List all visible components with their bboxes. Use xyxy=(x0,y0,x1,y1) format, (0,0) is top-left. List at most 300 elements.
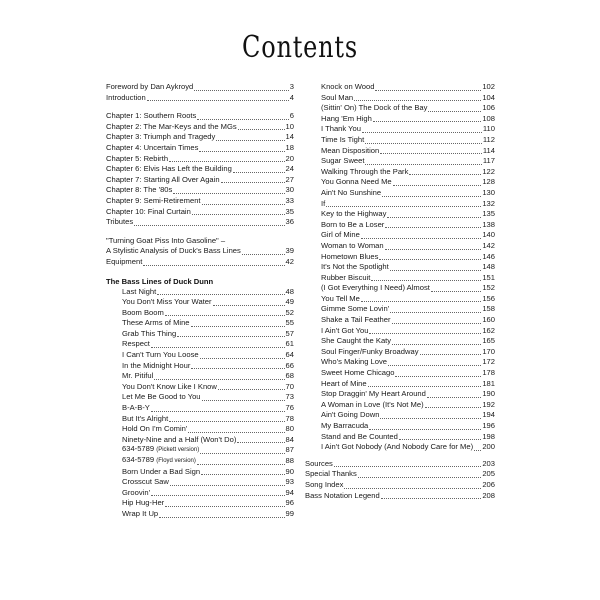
leader-dots xyxy=(431,290,481,292)
toc-entry-label: Special Thanks xyxy=(305,469,357,479)
toc-entry-title xyxy=(321,135,364,146)
leader-dots xyxy=(200,357,285,359)
toc-entry-page: 84 xyxy=(285,434,294,444)
leader-dots xyxy=(159,516,284,518)
analysis-title-line1: "Turning Goat Piss Into Gasoline" – xyxy=(106,235,226,245)
toc-entry-page: 57 xyxy=(285,328,294,338)
leader-dots xyxy=(392,322,482,324)
toc-entry-page: 142 xyxy=(482,240,495,250)
toc-entry-title xyxy=(106,82,193,93)
toc-entry-label: Chapter 5: Rebirth xyxy=(106,153,169,163)
toc-entry-song[interactable] xyxy=(305,347,495,358)
leader-dots xyxy=(393,184,482,186)
toc-entry-label: Song Index xyxy=(305,479,344,489)
leader-dots xyxy=(238,128,285,130)
toc-entry-chapter[interactable] xyxy=(106,196,294,207)
toc-entry-label: You Don't Miss Your Water xyxy=(122,297,212,307)
toc-entry-label: It's Not the Spotlight xyxy=(321,262,389,272)
toc-entry-page: 3 xyxy=(289,82,294,91)
leader-dots xyxy=(170,484,285,486)
toc-entry-song[interactable] xyxy=(305,432,495,443)
toc-entry-page: 104 xyxy=(482,92,495,102)
toc-entry[interactable] xyxy=(305,459,495,470)
toc-entry-song[interactable] xyxy=(305,188,495,199)
toc-entry[interactable] xyxy=(106,82,294,93)
toc-entry-song[interactable] xyxy=(305,241,495,252)
toc-entry-title xyxy=(122,382,217,393)
toc-entry-title xyxy=(122,477,169,488)
toc-entry-song[interactable] xyxy=(305,82,495,93)
toc-entry-song[interactable] xyxy=(305,357,495,368)
toc-entry-song[interactable] xyxy=(106,414,294,425)
analysis-entry[interactable] xyxy=(106,236,294,257)
toc-entry-page: 27 xyxy=(285,174,294,184)
toc-entry-song[interactable] xyxy=(106,424,294,435)
toc-entry-song[interactable] xyxy=(106,467,294,478)
chapter-list xyxy=(106,111,294,228)
toc-entry-title xyxy=(321,93,353,104)
toc-entry-song[interactable] xyxy=(305,156,495,167)
toc-entry-label: Soul Man xyxy=(321,92,354,102)
leader-dots xyxy=(197,463,285,465)
toc-entry-label: These Arms of Mine xyxy=(122,318,190,328)
toc-entry-song[interactable] xyxy=(305,262,495,273)
leader-dots xyxy=(216,139,284,141)
toc-entry-song[interactable] xyxy=(305,146,495,157)
leader-dots xyxy=(382,195,481,197)
leader-dots xyxy=(369,428,481,430)
toc-entry-song[interactable] xyxy=(305,442,495,453)
toc-entry-page: 39 xyxy=(285,246,294,256)
toc-entry-title xyxy=(106,217,133,228)
toc-entry-title xyxy=(321,103,427,114)
toc-entry-page: 42 xyxy=(285,256,294,266)
leader-dots xyxy=(177,335,284,337)
leader-dots xyxy=(369,332,481,334)
toc-entry-title xyxy=(122,414,168,425)
toc-entry-title xyxy=(122,361,190,372)
toc-entry-title xyxy=(106,132,215,143)
toc-entry-page: 78 xyxy=(285,413,294,423)
toc-entry-song[interactable] xyxy=(305,336,495,347)
toc-entry-song[interactable] xyxy=(305,103,495,114)
leader-dots xyxy=(380,152,482,154)
toc-entry-label: Groovin' xyxy=(122,487,151,497)
toc-entry-page: 36 xyxy=(285,217,294,227)
toc-entry-label: Born to Be a Loser xyxy=(321,219,385,229)
toc-entry-song[interactable] xyxy=(305,326,495,337)
toc-entry-title xyxy=(106,143,198,154)
toc-entry-title xyxy=(122,392,201,403)
toc-entry-label: Chapter 4: Uncertain Times xyxy=(106,142,199,152)
leader-dots xyxy=(420,353,482,355)
toc-entry-title xyxy=(321,167,408,178)
toc-entry-label: Ain't Going Down xyxy=(321,410,380,420)
toc-entry-song[interactable] xyxy=(106,318,294,329)
toc-entry-label: Mr. Pitiful xyxy=(122,371,154,381)
toc-entry[interactable] xyxy=(305,480,495,491)
toc-entry-page: 35 xyxy=(285,206,294,216)
toc-entry-page: 24 xyxy=(285,164,294,174)
toc-entry-label: My Barracuda xyxy=(321,421,369,430)
leader-dots xyxy=(409,173,481,175)
toc-entry-label: She Caught the Katy xyxy=(321,336,392,346)
toc-entry-song[interactable] xyxy=(305,220,495,231)
toc-entry-song[interactable] xyxy=(305,177,495,188)
toc-entry-page: 160 xyxy=(482,315,495,325)
toc-entry-song[interactable] xyxy=(106,382,294,393)
toc-entry-title xyxy=(321,326,368,337)
leader-dots xyxy=(165,314,285,316)
leader-dots xyxy=(399,438,481,440)
toc-entry-title xyxy=(321,220,384,231)
toc-entry-equipment[interactable] xyxy=(106,257,294,268)
toc-entry[interactable] xyxy=(106,93,294,104)
leader-dots xyxy=(395,375,481,377)
toc-entry-page: 48 xyxy=(285,286,294,296)
toc-entry-page: 158 xyxy=(482,304,495,314)
toc-entry-label: Let Me Be Good to You xyxy=(122,392,201,402)
toc-entry-title xyxy=(321,252,378,263)
leader-dots xyxy=(157,293,284,295)
toc-entry-chapter[interactable] xyxy=(106,175,294,186)
toc-entry-label: Born Under a Bad Sign xyxy=(122,466,201,476)
toc-entry-song[interactable] xyxy=(305,252,495,263)
toc-entry-title xyxy=(106,207,191,218)
toc-entry-page: 102 xyxy=(482,82,495,91)
toc-entry-title xyxy=(122,287,156,298)
toc-right-column xyxy=(305,82,495,501)
toc-entry-note: (Floyd version) xyxy=(156,458,196,464)
leader-dots xyxy=(213,304,285,306)
toc-entry-label: If xyxy=(321,198,326,208)
toc-entry-page: 80 xyxy=(285,424,294,434)
toc-entry-song[interactable] xyxy=(106,488,294,499)
toc-entry-song[interactable] xyxy=(305,167,495,178)
toc-entry-title xyxy=(321,336,391,347)
toc-entry-song[interactable] xyxy=(106,350,294,361)
leader-dots xyxy=(173,192,284,194)
toc-entry-title xyxy=(122,498,164,509)
leader-dots xyxy=(221,181,285,183)
leader-dots xyxy=(143,264,284,266)
toc-entry-title xyxy=(122,308,164,319)
toc-entry-song[interactable] xyxy=(305,389,495,400)
leader-dots xyxy=(191,367,284,369)
toc-entry-label: Ain't No Sunshine xyxy=(321,187,382,197)
toc-entry-song[interactable] xyxy=(305,421,495,432)
toc-entry-label: Sugar Sweet xyxy=(321,156,365,166)
toc-entry-chapter[interactable] xyxy=(106,207,294,218)
toc-entry-song[interactable] xyxy=(305,379,495,390)
toc-entry-song[interactable] xyxy=(106,361,294,372)
song-list-right xyxy=(305,82,495,453)
leader-dots xyxy=(390,311,481,313)
toc-entry-label: B-A-B-Y xyxy=(122,403,150,413)
toc-entry-page: 87 xyxy=(285,445,294,455)
toc-entry-song[interactable] xyxy=(305,304,495,315)
toc-entry-page: 196 xyxy=(482,421,495,430)
toc-entry-title xyxy=(122,339,150,350)
toc-entry-chapter[interactable] xyxy=(106,143,294,154)
leader-dots xyxy=(379,258,481,260)
toc-entry-title xyxy=(122,455,196,467)
toc-entry-song[interactable] xyxy=(305,135,495,146)
toc-entry-page: 146 xyxy=(482,251,495,261)
toc-entry-label: Chapter 10: Final Curtain xyxy=(106,206,191,216)
toc-entry-label: 634-5789 xyxy=(122,455,155,464)
toc-entry-song[interactable] xyxy=(305,294,495,305)
toc-entry-title xyxy=(321,156,364,167)
toc-entry-title xyxy=(321,262,389,273)
leader-dots xyxy=(194,89,289,91)
toc-entry-title xyxy=(122,318,190,329)
toc-entry-page: 165 xyxy=(482,336,495,346)
toc-entry-page: 138 xyxy=(482,219,495,229)
toc-entry-song[interactable] xyxy=(106,456,294,467)
toc-entry-page: 55 xyxy=(285,318,294,328)
toc-entry-title xyxy=(106,122,237,133)
toc-entry-label: (Sittin' On) The Dock of the Bay xyxy=(321,103,428,113)
toc-entry-label: Foreword by Dan Aykroyd xyxy=(106,82,194,91)
leader-dots xyxy=(199,150,284,152)
toc-entry-song[interactable] xyxy=(305,124,495,135)
toc-entry-page: 64 xyxy=(285,350,294,360)
toc-entry-title xyxy=(321,82,374,93)
toc-entry-page: 30 xyxy=(285,185,294,195)
leader-dots xyxy=(202,203,285,205)
leader-dots xyxy=(385,248,482,250)
toc-entry-page: 76 xyxy=(285,403,294,413)
leader-dots xyxy=(151,494,285,496)
toc-entry-song[interactable] xyxy=(106,308,294,319)
toc-entry-title xyxy=(106,154,168,165)
toc-entry-label: Mean Disposition xyxy=(321,145,380,155)
toc-entry-page: 88 xyxy=(285,456,294,465)
toc-entry-title xyxy=(321,209,386,220)
toc-entry-song[interactable] xyxy=(106,297,294,308)
toc-entry-label: But It's Alright xyxy=(122,413,169,423)
toc-entry-chapter[interactable] xyxy=(106,154,294,165)
leader-dots xyxy=(361,237,482,239)
toc-entry-page: 148 xyxy=(482,262,495,272)
toc-entry-label: Who's Making Love xyxy=(321,357,388,367)
toc-entry-page: 203 xyxy=(482,458,495,468)
toc-entry-page: 112 xyxy=(482,134,495,144)
toc-entry-chapter[interactable] xyxy=(106,217,294,228)
toc-entry-title xyxy=(321,177,392,188)
toc-entry-page: 73 xyxy=(285,392,294,402)
toc-entry-page: 94 xyxy=(285,487,294,497)
leader-dots xyxy=(388,364,481,366)
toc-entry-page: 135 xyxy=(482,209,495,219)
leader-dots xyxy=(344,487,481,489)
toc-entry-title xyxy=(122,371,153,382)
toc-entry-song[interactable] xyxy=(106,509,294,520)
toc-entry-title xyxy=(321,421,368,432)
toc-entry-song[interactable] xyxy=(106,287,294,298)
toc-entry-page: 130 xyxy=(482,187,495,197)
page-title: Contents xyxy=(242,30,358,65)
leader-dots xyxy=(392,343,481,345)
toc-entry-page: 93 xyxy=(285,477,294,487)
toc-entry-label: Soul Finger/Funky Broadway xyxy=(321,346,419,356)
toc-entry-page: 140 xyxy=(482,230,495,240)
toc-entry-page: 181 xyxy=(482,378,495,388)
toc-entry-page: 52 xyxy=(285,307,294,317)
toc-entry-title xyxy=(321,294,360,305)
toc-entry-page: 156 xyxy=(482,293,495,303)
leader-dots xyxy=(326,205,481,207)
analysis-title-line2 xyxy=(106,246,294,257)
toc-entry-title xyxy=(321,114,372,125)
toc-entry-title xyxy=(321,379,367,390)
toc-entry-song[interactable] xyxy=(305,368,495,379)
toc-entry-page: 198 xyxy=(482,431,495,441)
leader-dots xyxy=(354,99,481,101)
toc-entry-page: 151 xyxy=(482,272,495,282)
toc-entry-title xyxy=(106,185,172,196)
toc-entry-chapter[interactable] xyxy=(106,185,294,196)
toc-entry-song[interactable] xyxy=(106,403,294,414)
toc-entry-label: Key to the Highway xyxy=(321,209,387,219)
toc-entry-label: Walking Through the Park xyxy=(321,166,409,176)
toc-entry-label: Chapter 7: Starting All Over Again xyxy=(106,174,220,184)
toc-entry-song[interactable] xyxy=(106,477,294,488)
toc-entry-song[interactable] xyxy=(106,498,294,509)
toc-entry-page: 20 xyxy=(285,153,294,163)
toc-entry-label: You Don't Know Like I Know xyxy=(122,381,217,391)
toc-entry-page: 170 xyxy=(482,346,495,356)
leader-dots xyxy=(151,410,285,412)
leader-dots xyxy=(151,346,285,348)
toc-entry-page: 10 xyxy=(285,121,294,131)
toc-entry-chapter[interactable] xyxy=(106,132,294,143)
leader-dots xyxy=(191,325,285,327)
toc-entry-page: 106 xyxy=(482,103,495,113)
toc-entry-chapter[interactable] xyxy=(106,164,294,175)
toc-entry-song[interactable] xyxy=(305,410,495,421)
leader-dots xyxy=(169,420,284,422)
toc-entry-page: 33 xyxy=(285,195,294,205)
toc-entry-title xyxy=(321,389,426,400)
toc-entry-label: Chapter 3: Triumph and Tragedy xyxy=(106,132,216,142)
toc-entry-title xyxy=(122,403,150,414)
toc-entry-label: Chapter 8: The '80s xyxy=(106,185,173,195)
toc-entry-song[interactable] xyxy=(305,230,495,241)
toc-entry-title xyxy=(321,188,381,199)
toc-entry-title xyxy=(122,297,212,308)
toc-entry-label: I Can't Turn You Loose xyxy=(122,350,199,360)
leader-dots xyxy=(200,452,284,454)
leader-dots xyxy=(425,406,482,408)
toc-entry-label: Woman to Woman xyxy=(321,240,384,250)
leader-dots xyxy=(202,399,285,401)
toc-entry-title xyxy=(321,432,398,443)
toc-entry-title xyxy=(106,164,232,175)
leader-dots xyxy=(169,160,284,162)
toc-entry-page: 4 xyxy=(289,92,294,102)
leader-dots xyxy=(188,431,284,433)
toc-entry-song[interactable] xyxy=(305,93,495,104)
toc-entry-label: Chapter 2: The Mar-Keys and the MGs xyxy=(106,121,237,131)
song-list-left xyxy=(106,287,294,520)
leader-dots xyxy=(428,110,481,112)
toc-entry-page: 14 xyxy=(285,132,294,142)
toc-entry-label: Ninety-Nine and a Half (Won't Do) xyxy=(122,434,237,444)
toc-entry-title: A Stylistic Analysis of Duck's Bass Lines xyxy=(106,246,241,256)
toc-entry-chapter[interactable] xyxy=(106,122,294,133)
leader-dots xyxy=(385,226,481,228)
toc-entry-song[interactable] xyxy=(305,400,495,411)
leader-dots xyxy=(165,505,284,507)
toc-entry-label: I Ain't Got You xyxy=(321,325,369,335)
toc-entry-label: Gimme Some Lovin' xyxy=(321,304,390,314)
toc-entry-title: Equipment xyxy=(106,256,143,266)
toc-entry-title xyxy=(106,93,146,104)
toc-entry-song[interactable] xyxy=(305,209,495,220)
toc-entry-chapter[interactable] xyxy=(106,111,294,122)
toc-entry-song[interactable] xyxy=(106,371,294,382)
toc-entry-label: Hometown Blues xyxy=(321,251,379,261)
toc-entry[interactable] xyxy=(305,491,495,502)
toc-entry-song[interactable] xyxy=(106,392,294,403)
leader-dots xyxy=(237,441,284,443)
toc-entry[interactable] xyxy=(305,469,495,480)
toc-entry-title xyxy=(321,357,387,368)
toc-entry-label: Crosscut Saw xyxy=(122,477,169,487)
toc-entry-song[interactable] xyxy=(305,114,495,125)
toc-entry-label: Hang 'Em High xyxy=(321,113,372,123)
toc-entry-song[interactable] xyxy=(305,199,495,210)
toc-entry-page: 114 xyxy=(482,145,495,155)
toc-entry-label: Introduction xyxy=(106,92,146,102)
toc-entry-page: 162 xyxy=(482,325,495,335)
toc-entry-page: 110 xyxy=(482,124,495,134)
leader-dots xyxy=(362,131,482,133)
toc-entry-page: 192 xyxy=(482,399,495,409)
toc-entry-page: 200 xyxy=(482,442,495,452)
toc-left-column xyxy=(106,82,294,520)
toc-entry-label: Sweet Home Chicago xyxy=(321,368,395,378)
leader-dots xyxy=(427,396,481,398)
toc-entry-label: Heart of Mine xyxy=(321,378,367,388)
toc-entry-title xyxy=(321,315,391,326)
toc-entry-title xyxy=(321,400,424,411)
toc-entry-song[interactable] xyxy=(305,273,495,284)
toc-entry-song[interactable] xyxy=(106,329,294,340)
toc-entry-song[interactable] xyxy=(305,283,495,294)
toc-entry-label: I Thank You xyxy=(321,124,361,134)
leader-dots xyxy=(365,163,481,165)
toc-entry-title xyxy=(106,111,196,122)
toc-entry-song[interactable] xyxy=(106,339,294,350)
toc-entry-page: 128 xyxy=(482,177,495,187)
leader-dots xyxy=(368,385,482,387)
toc-entry-title xyxy=(122,467,200,478)
toc-entry-label: 634-5789 xyxy=(122,444,155,454)
toc-entry-page: 6 xyxy=(289,111,294,121)
toc-entry-page: 68 xyxy=(285,371,294,381)
toc-entry-label: Chapter 6: Elvis Has Left the Building xyxy=(106,164,232,174)
leader-dots xyxy=(390,269,482,271)
toc-entry-song[interactable] xyxy=(305,315,495,326)
toc-entry-title xyxy=(321,124,361,135)
toc-entry-title xyxy=(305,469,357,480)
toc-entry-title xyxy=(321,273,370,284)
toc-entry-page: 70 xyxy=(285,381,294,391)
toc-entry-label: In the Midnight Hour xyxy=(122,360,191,370)
